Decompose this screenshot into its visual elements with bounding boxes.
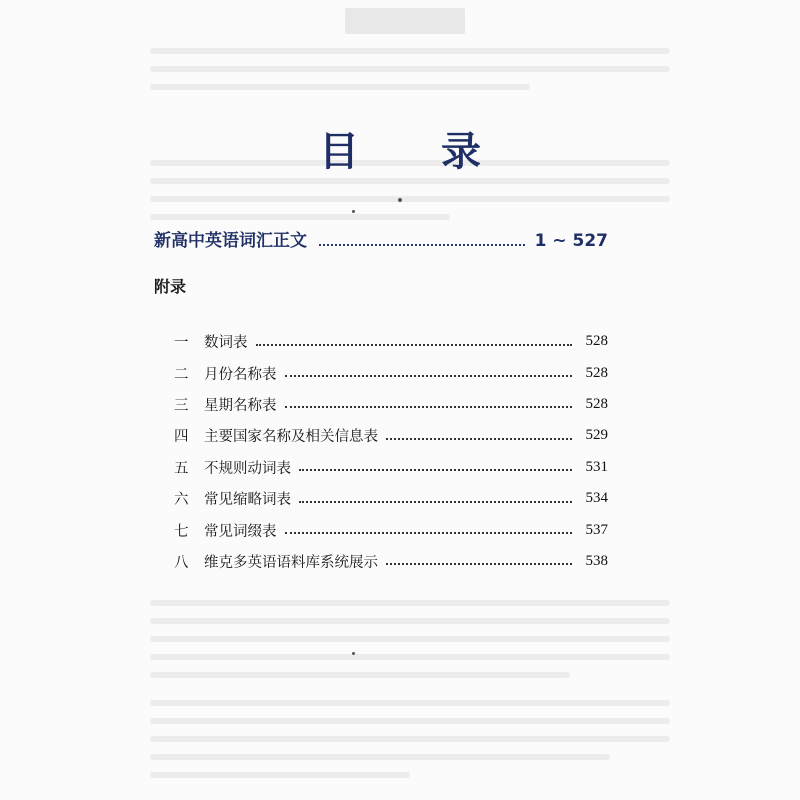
toc-entry[interactable] <box>174 389 608 420</box>
entry-label: 月份名称表 <box>204 366 277 383</box>
appendix-heading: 附录 <box>154 277 187 296</box>
entry-label: 星期名称表 <box>204 397 277 414</box>
toc-entry[interactable] <box>174 420 608 451</box>
toc-entry[interactable] <box>174 483 608 514</box>
toc-entry[interactable] <box>174 326 608 357</box>
bleed-through-line <box>150 700 670 706</box>
entry-page: 528 <box>585 395 608 412</box>
bleed-through-line <box>150 48 670 54</box>
bleed-through-line <box>150 66 670 72</box>
entry-page: 537 <box>585 521 608 538</box>
toc-main-entry[interactable] <box>154 226 608 251</box>
entry-number: 四 <box>174 429 189 446</box>
dot-leader <box>386 563 572 565</box>
entry-label: 数词表 <box>204 335 248 352</box>
entry-page: 528 <box>585 364 608 381</box>
print-speck <box>352 652 355 655</box>
entry-number: 八 <box>174 554 189 571</box>
toc-main-entry-label: 新高中英语词汇正文 <box>154 231 307 251</box>
dot-leader <box>299 469 572 471</box>
entry-number: 三 <box>174 397 189 414</box>
dot-leader <box>256 344 573 346</box>
bleed-through-line <box>150 718 670 724</box>
bleed-through-line <box>150 636 670 642</box>
entry-label: 主要国家名称及相关信息表 <box>204 429 378 446</box>
bleed-through-line <box>150 214 450 220</box>
entry-page: 531 <box>585 458 608 475</box>
toc-entry[interactable] <box>174 452 608 483</box>
bleed-through-line <box>150 754 610 760</box>
bleed-through-line <box>150 772 410 778</box>
toc-main-entry-pages: 1 ~ 527 <box>534 231 608 251</box>
entry-number: 六 <box>174 492 189 509</box>
dot-leader <box>319 244 525 246</box>
bleed-through-line <box>150 196 670 202</box>
entry-page: 538 <box>585 552 608 569</box>
entry-number: 二 <box>174 366 189 383</box>
dot-leader <box>299 501 572 503</box>
entry-label: 常见词缀表 <box>204 523 277 540</box>
entry-label: 常见缩略词表 <box>204 492 291 509</box>
entry-page: 529 <box>585 427 608 444</box>
bleed-through-line <box>150 600 670 606</box>
bleed-through-line <box>150 84 530 90</box>
bleed-through-heading <box>345 8 465 34</box>
page-title: 目 录 <box>319 129 515 175</box>
entry-label: 不规则动词表 <box>204 460 291 477</box>
entry-number: 七 <box>174 523 189 540</box>
toc-entry[interactable] <box>174 357 608 388</box>
entry-page: 528 <box>585 333 608 350</box>
toc-entry[interactable] <box>174 546 608 577</box>
dot-leader <box>285 375 573 377</box>
print-speck <box>352 210 355 213</box>
print-speck <box>398 198 402 202</box>
dot-leader <box>285 532 573 534</box>
toc-entry[interactable] <box>174 514 608 545</box>
bleed-through-line <box>150 618 670 624</box>
entry-page: 534 <box>585 490 608 507</box>
dot-leader <box>285 406 573 408</box>
bleed-through-line <box>150 178 670 184</box>
dot-leader <box>386 438 572 440</box>
entry-number: 一 <box>174 335 189 352</box>
entry-number: 五 <box>174 460 189 477</box>
bleed-through-line <box>150 672 570 678</box>
entry-label: 维克多英语语料库系统展示 <box>204 554 378 571</box>
bleed-through-line <box>150 736 670 742</box>
bleed-through-line <box>150 654 670 660</box>
appendix-entry-list <box>174 326 608 577</box>
